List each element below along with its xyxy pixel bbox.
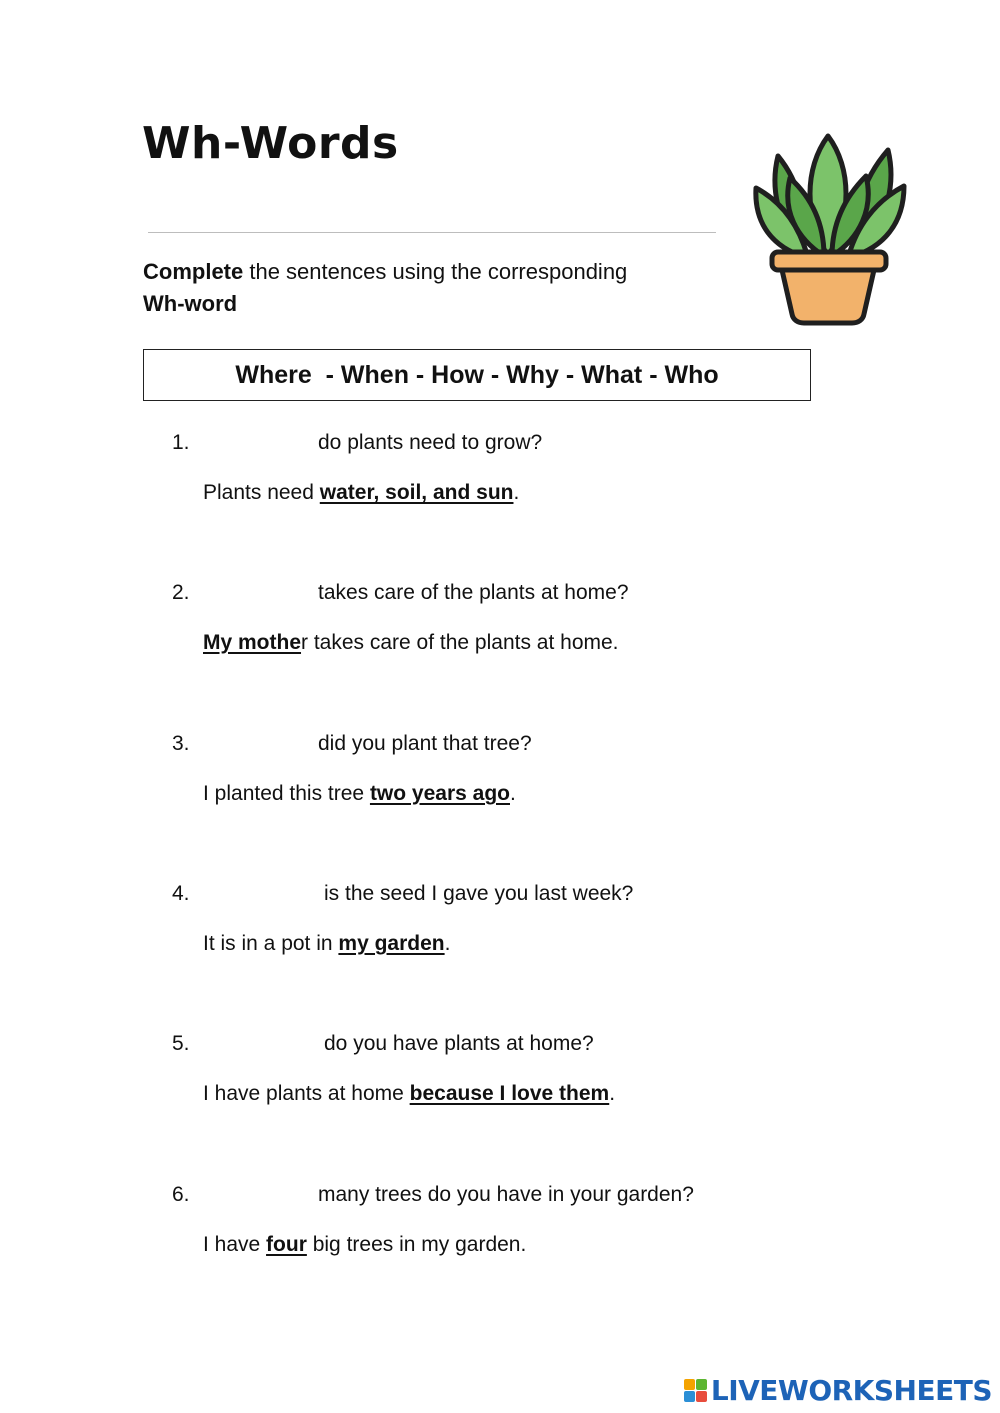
- potted-plant-icon: [748, 128, 908, 328]
- answer-highlight: water, soil, and sun: [319, 481, 514, 504]
- question-number: 6.: [172, 1183, 190, 1206]
- answer-highlight: four: [266, 1233, 307, 1256]
- answer-before: I planted this tree: [203, 782, 370, 805]
- answer-after: .: [609, 1082, 616, 1105]
- answer-sentence: [203, 1082, 615, 1106]
- answer-sentence: [203, 1233, 526, 1257]
- question-number: 4.: [172, 882, 190, 905]
- answer-before: Plants need: [203, 481, 320, 504]
- answer-after: r takes care of the plants at home.: [301, 631, 619, 654]
- instructions-text: the sentences using the corresponding: [243, 259, 628, 284]
- question-number: 1.: [172, 431, 190, 454]
- answer-sentence: [203, 481, 519, 505]
- question-text: do plants need to grow?: [318, 431, 543, 454]
- answer-after: .: [513, 481, 520, 504]
- answer-highlight: My mothe: [203, 631, 302, 654]
- instructions: [143, 256, 703, 320]
- answer-before: It is in a pot in: [203, 932, 339, 955]
- question-text: do you have plants at home?: [324, 1032, 594, 1055]
- question-text: did you plant that tree?: [318, 732, 532, 755]
- question-text: is the seed I gave you last week?: [324, 882, 634, 905]
- question-number: 2.: [172, 581, 190, 604]
- question-text: many trees do you have in your garden?: [318, 1183, 694, 1206]
- answer-sentence: [203, 782, 516, 806]
- answer-before: I have: [203, 1233, 267, 1256]
- answer-sentence: [203, 631, 619, 655]
- answer-after: .: [510, 782, 516, 805]
- page-title: Wh-Words: [142, 118, 399, 169]
- liveworksheets-branding: [684, 1374, 992, 1407]
- answer-sentence: [203, 932, 450, 956]
- instructions-target: Wh-word: [143, 291, 238, 316]
- question-number: 5.: [172, 1032, 190, 1055]
- word-bank: Where - When - How - Why - What - Who: [143, 349, 811, 401]
- answer-highlight: two years ago: [369, 782, 510, 805]
- instructions-verb: Complete: [143, 259, 244, 284]
- question-number: 3.: [172, 732, 190, 755]
- brand-name: LIVEWORKSHEETS: [710, 1374, 992, 1407]
- answer-before: I have plants at home: [203, 1082, 410, 1105]
- answer-after: big trees in my garden.: [306, 1233, 527, 1256]
- title-divider: [148, 232, 716, 233]
- question-text: takes care of the plants at home?: [318, 581, 629, 604]
- answer-after: .: [444, 932, 451, 955]
- liveworksheets-logo-icon: [684, 1379, 707, 1402]
- answer-highlight: my garden: [338, 932, 445, 955]
- answer-highlight: because I love them: [409, 1082, 610, 1105]
